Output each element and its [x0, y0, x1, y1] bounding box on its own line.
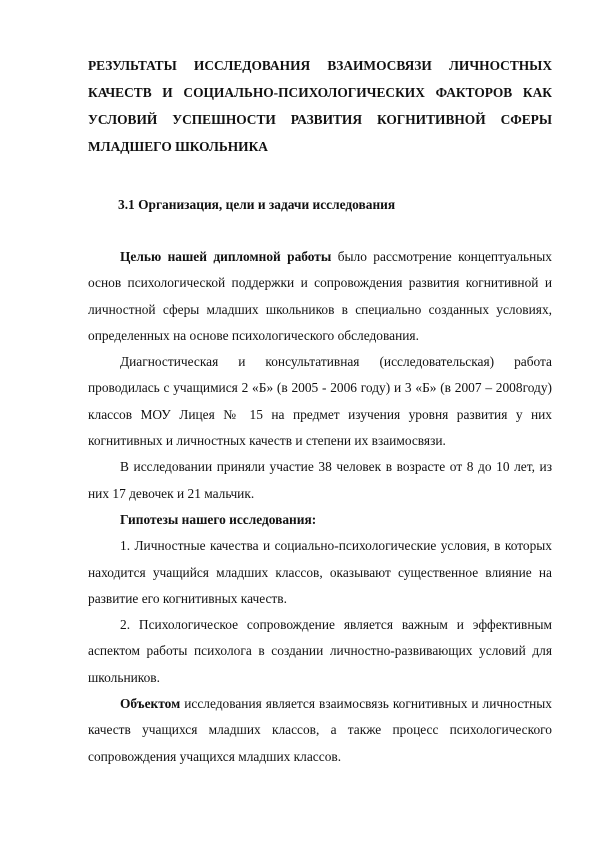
diagnostic-paragraph: Диагностическая и консультативная (исследовательская) работа проводилась с учащимися 2 «Б» (в 2005 - 2006 году) и 3 «Б» (в 2007 – 2008году) классов МОУ Лицея № 15 на предмет изучения уровня развития у них когнитивных и личностных качеств и степени их взаимосвязи. — [88, 354, 552, 449]
hypotheses-label: Гипотезы нашего исследования: — [120, 511, 317, 527]
page-title: РЕЗУЛЬТАТЫ ИССЛЕДОВАНИЯ ВЗАИМОСВЯЗИ ЛИЧНОСТНЫХ КАЧЕСТВ И СОЦИАЛЬНО-ПСИХОЛОГИЧЕСКИХ ФАКТОРОВ КАК УСЛОВИЙ УСПЕШНОСТИ РАЗВИТИЯ КОГНИТИВНОЙ СФЕРЫ МЛАДШЕГО ШКОЛЬНИКА — [88, 58, 552, 154]
goal-text: было рассмотрение концептуальных основ психологической поддержки и сопровождения развития когнитивной и личностной сферы младших школьников в специально созданных условиях, определенных на основе психологического обследования. — [88, 249, 552, 343]
hypothesis-1: 1. Личностные качества и социально-психологические условия, в которых находится учащийся младших классов, оказывают существенное влияние на развитие его когнитивных качеств. — [88, 538, 552, 606]
hypothesis-2: 2. Психологическое сопровождение является важным и эффективным аспектом работы психолога в создании личностно-развивающих условий для школьников. — [88, 617, 552, 685]
hypotheses-heading — [88, 507, 552, 533]
goal-paragraph — [88, 244, 552, 349]
goal-label: Целью нашей дипломной работы — [120, 249, 332, 264]
section-heading: 3.1 Организация, цели и задачи исследования — [118, 197, 396, 212]
object-label: Объектом — [120, 696, 181, 712]
object-text: исследования является взаимосвязь когнитивных и личностных качеств учащихся младших классов, а также процесс психологического сопровождения учащихся младших классов. — [88, 696, 552, 764]
body-text — [88, 244, 552, 770]
object-paragraph — [88, 691, 552, 770]
participants-paragraph: В исследовании приняли участие 38 человек в возрасте от 8 до 10 лет, из них 17 девочек и 21 мальчик. — [88, 459, 552, 501]
